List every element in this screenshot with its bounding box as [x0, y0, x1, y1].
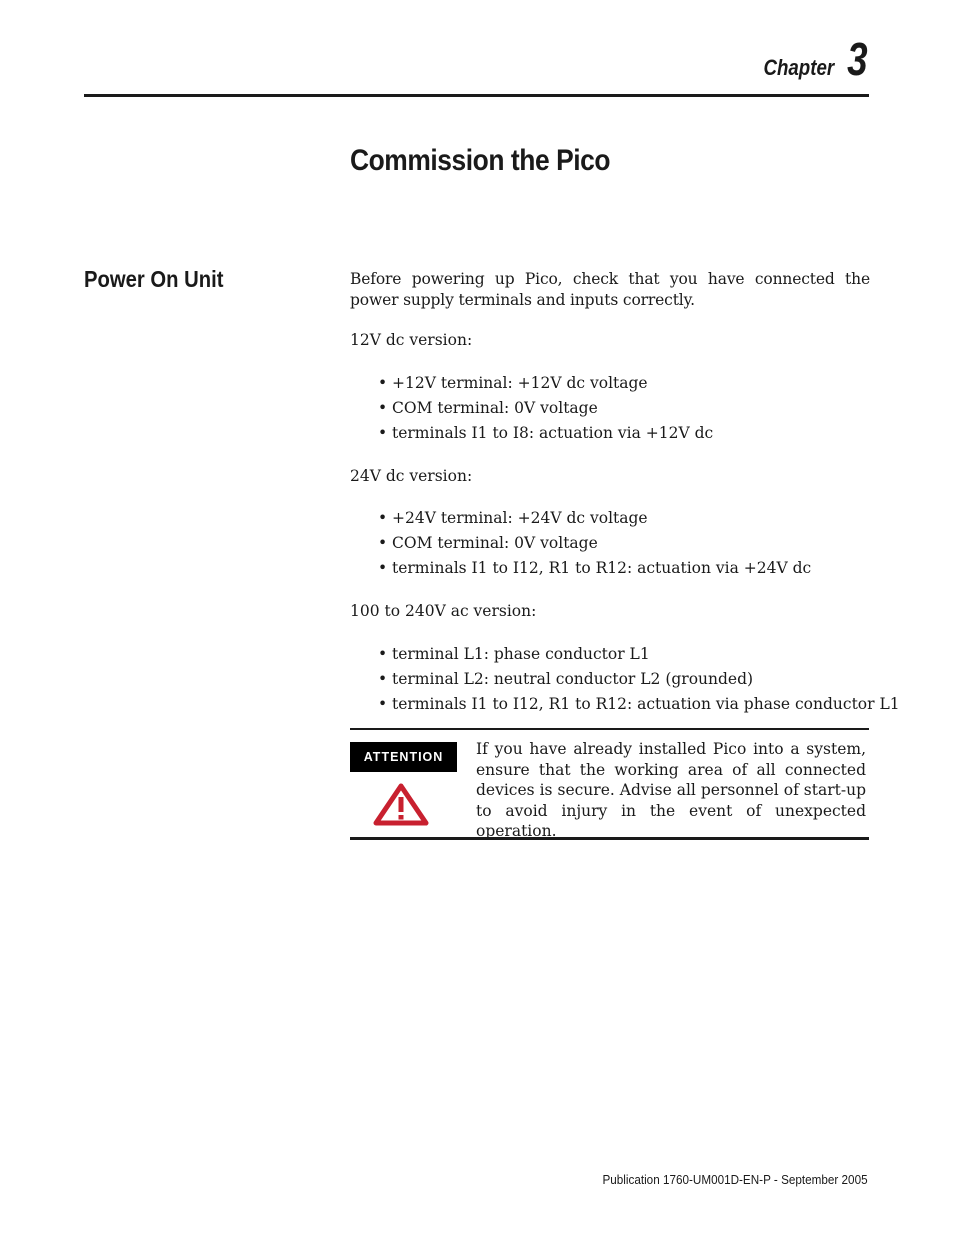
body-column	[350, 269, 900, 717]
list-item: • terminals I1 to I12, R1 to R12: actuation via +24V dc	[378, 556, 870, 581]
list-item: • terminals I1 to I8: actuation via +12V dc	[378, 421, 870, 446]
warning-triangle-icon	[373, 782, 429, 826]
section-title: Power On Unit	[84, 266, 224, 292]
chapter-label: Chapter	[763, 55, 835, 80]
chapter-title: Commission the Pico	[350, 144, 611, 177]
intro-paragraph: Before powering up Pico, check that you have connected the power supply terminals and inputs correctly.	[350, 270, 870, 309]
list-item: • terminal L2: neutral conductor L2 (grounded)	[378, 667, 870, 692]
attention-box	[350, 728, 869, 840]
version-label-ac: 100 to 240V ac version:	[350, 602, 537, 620]
bullet-list-12v	[350, 371, 870, 446]
list-item: • COM terminal: 0V voltage	[378, 531, 870, 556]
list-item: • +12V terminal: +12V dc voltage	[378, 371, 870, 396]
publication-footer: Publication 1760-UM001D-EN-P - September 2005	[602, 1172, 868, 1187]
version-label-24v: 24V dc version:	[350, 466, 473, 485]
header-rule	[84, 94, 869, 97]
list-item: • terminal L1: phase conductor L1	[378, 642, 870, 667]
list-item: • COM terminal: 0V voltage	[378, 396, 870, 421]
bullet-list-ac	[350, 642, 900, 717]
version-label-12v: 12V dc version:	[350, 331, 473, 349]
bullet-list-24v	[350, 506, 870, 581]
chapter-heading	[751, 33, 868, 85]
list-item: • terminals I1 to I12, R1 to R12: actuation via phase conductor L1	[378, 692, 870, 717]
chapter-number: 3	[847, 33, 868, 85]
list-item: • +24V terminal: +24V dc voltage	[378, 506, 870, 531]
attention-text: If you have already installed Pico into a system, ensure that the working area of all connected devices is secure. Advise all personnel of start-up to avoid injury in the event of unexpected operation.	[476, 740, 866, 840]
attention-label: ATTENTION	[350, 742, 457, 772]
